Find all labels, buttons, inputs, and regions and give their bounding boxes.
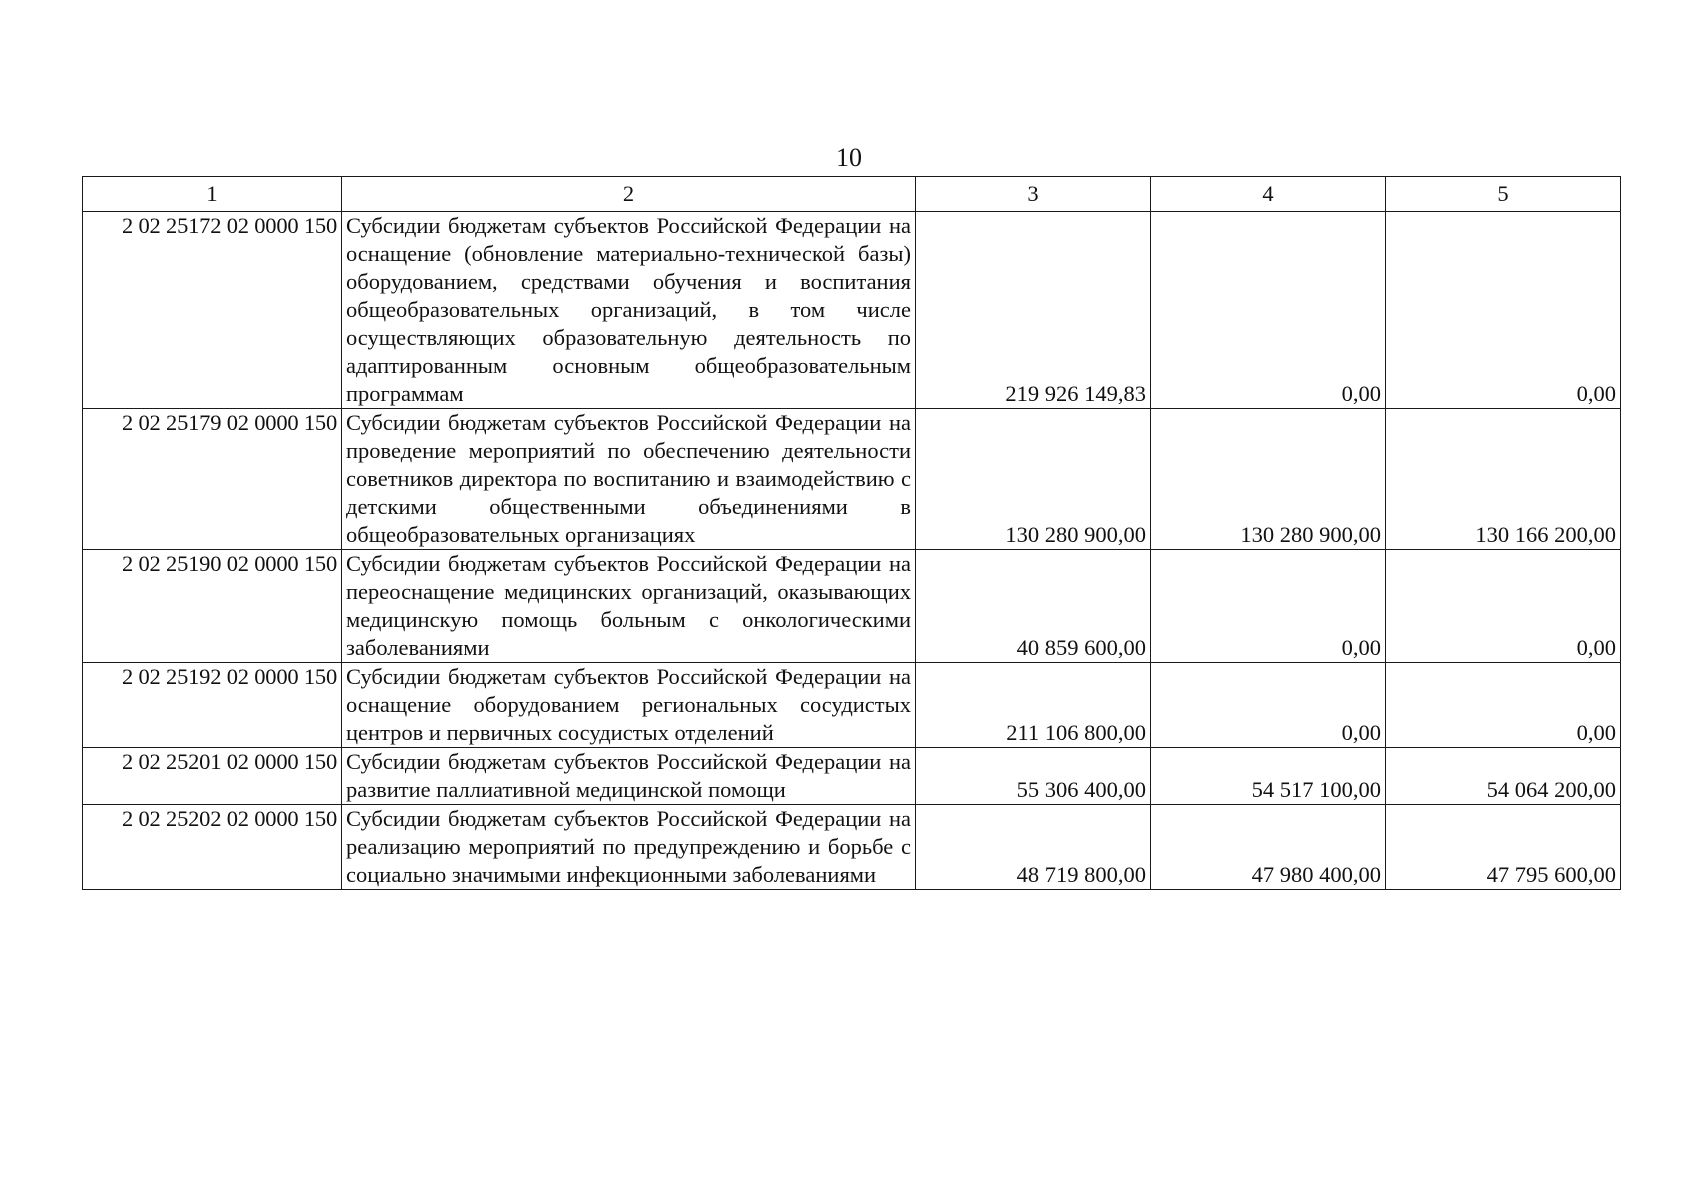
row-code: 2 02 25192 02 0000 150: [83, 663, 342, 748]
row-col4-value: 0,00: [1151, 663, 1386, 748]
row-description: Субсидии бюджетам субъектов Российской Федерации на реализацию мероприятий по предупреждению и борьбе с социально значимыми инфекционными заболеваниями: [342, 805, 916, 890]
header-col-5: 5: [1386, 177, 1621, 212]
row-col3-value: 40 859 600,00: [916, 550, 1151, 663]
budget-table: [82, 176, 1621, 890]
row-col4-value: 54 517 100,00: [1151, 748, 1386, 805]
row-col5-value: 47 795 600,00: [1386, 805, 1621, 890]
row-col5-value: 54 064 200,00: [1386, 748, 1621, 805]
header-col-4: 4: [1151, 177, 1386, 212]
row-code: 2 02 25202 02 0000 150: [83, 805, 342, 890]
row-description: Субсидии бюджетам субъектов Российской Федерации на оснащение оборудованием региональных сосудистых центров и первичных сосудистых отделений: [342, 663, 916, 748]
row-col5-value: 0,00: [1386, 550, 1621, 663]
header-col-2: 2: [342, 177, 916, 212]
row-col3-value: 211 106 800,00: [916, 663, 1151, 748]
table-row: [83, 805, 1621, 890]
table-row: [83, 212, 1621, 409]
header-col-3: 3: [916, 177, 1151, 212]
table-row: [83, 409, 1621, 550]
row-col4-value: 0,00: [1151, 212, 1386, 409]
row-col3-value: 219 926 149,83: [916, 212, 1151, 409]
page-number: 10: [836, 143, 862, 172]
row-col4-value: 130 280 900,00: [1151, 409, 1386, 550]
row-col5-value: 130 166 200,00: [1386, 409, 1621, 550]
table-body: [83, 212, 1621, 890]
row-code: 2 02 25201 02 0000 150: [83, 748, 342, 805]
row-code: 2 02 25190 02 0000 150: [83, 550, 342, 663]
row-col5-value: 0,00: [1386, 663, 1621, 748]
row-col3-value: 48 719 800,00: [916, 805, 1151, 890]
row-description: Субсидии бюджетам субъектов Российской Федерации на развитие паллиативной медицинской помощи: [342, 748, 916, 805]
table-row: [83, 550, 1621, 663]
table-row: [83, 663, 1621, 748]
row-col5-value: 0,00: [1386, 212, 1621, 409]
row-col4-value: 47 980 400,00: [1151, 805, 1386, 890]
row-description: Субсидии бюджетам субъектов Российской Федерации на оснащение (обновление материально-технической базы) оборудованием, средствами обучения и воспитания общеобразовательных организаций, в том числе осуществляющих образовательную деятельность по адаптированным основным общеобразовательным программам: [342, 212, 916, 409]
row-code: 2 02 25172 02 0000 150: [83, 212, 342, 409]
row-code: 2 02 25179 02 0000 150: [83, 409, 342, 550]
header-row: [83, 177, 1621, 212]
row-description: Субсидии бюджетам субъектов Российской Федерации на переоснащение медицинских организаций, оказывающих медицинскую помощь больным с онкологическими заболеваниями: [342, 550, 916, 663]
row-col3-value: 55 306 400,00: [916, 748, 1151, 805]
row-description: Субсидии бюджетам субъектов Российской Федерации на проведение мероприятий по обеспечению деятельности советников директора по воспитанию и взаимодействию с детскими общественными объединениями в общеобразовательных организациях: [342, 409, 916, 550]
table-header: [83, 177, 1621, 212]
header-col-1: 1: [83, 177, 342, 212]
row-col4-value: 0,00: [1151, 550, 1386, 663]
row-col3-value: 130 280 900,00: [916, 409, 1151, 550]
table-row: [83, 748, 1621, 805]
